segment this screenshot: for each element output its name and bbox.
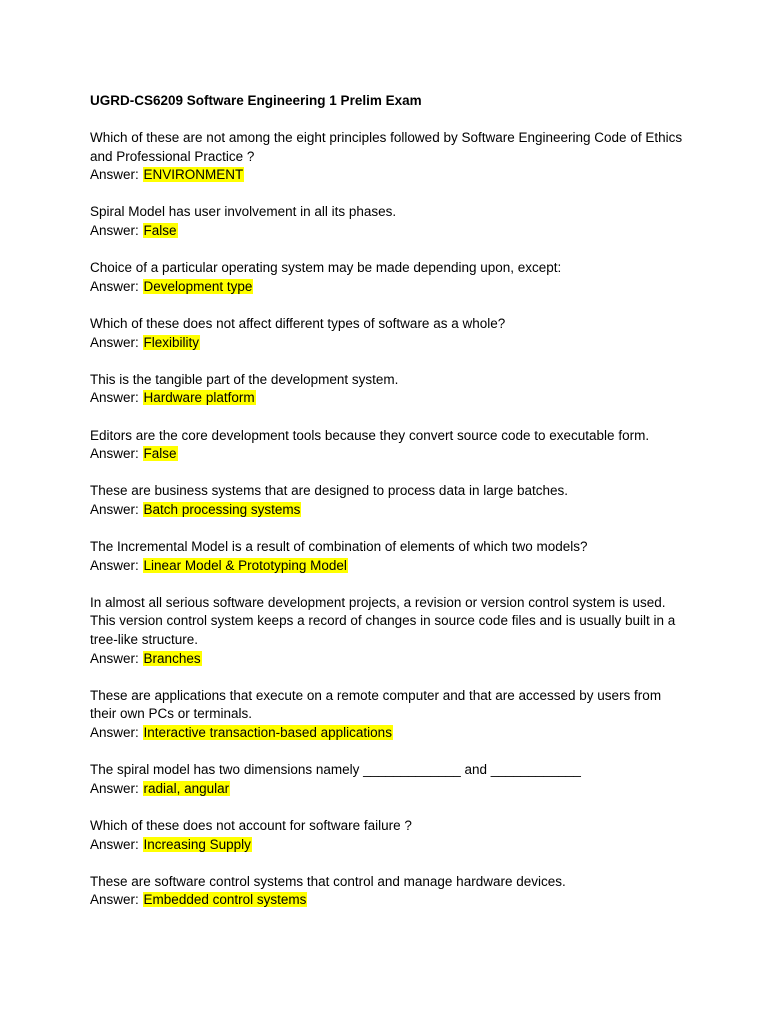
qa-item xyxy=(90,817,690,854)
question-text: Which of these are not among the eight principles followed by Software Engineering Code of Ethics and Professional Practice ? xyxy=(90,130,683,164)
answer-line xyxy=(90,334,690,353)
qa-item xyxy=(90,761,690,798)
qa-item xyxy=(90,129,690,185)
answer-line xyxy=(90,501,690,520)
question-text: The Incremental Model is a result of combination of elements of which two models? xyxy=(90,539,588,555)
answer-prefix: Answer: xyxy=(90,390,139,406)
qa-item xyxy=(90,315,690,352)
qa-item xyxy=(90,427,690,464)
qa-item xyxy=(90,482,690,519)
answer-prefix: Answer: xyxy=(90,501,139,517)
question-text: These are business systems that are designed to process data in large batches. xyxy=(90,483,569,499)
answer-line xyxy=(90,891,690,910)
answer-prefix: Answer: xyxy=(90,892,139,908)
answer-line xyxy=(90,445,690,464)
answer-prefix: Answer: xyxy=(90,725,139,740)
answer-highlight: Batch processing systems xyxy=(143,501,301,517)
question-text: The spiral model has two dimensions namely _____________ and ____________ xyxy=(90,762,581,778)
answer-prefix: Answer: xyxy=(90,334,139,350)
document-title: UGRD-CS6209 Software Engineering 1 Prelim Exam xyxy=(90,93,422,108)
question-text: Which of these does not account for software failure ? xyxy=(90,817,412,833)
question-text: This is the tangible part of the development system. xyxy=(90,371,399,387)
qa-item xyxy=(90,371,690,408)
question-text: These are applications that execute on a remote computer and that are accessed by users from their own PCs or terminals. xyxy=(90,687,662,722)
answer-prefix: Answer: xyxy=(90,557,139,573)
answer-highlight: Interactive transaction-based applications xyxy=(143,725,392,740)
answer-prefix: Answer: xyxy=(90,836,139,852)
qa-item xyxy=(90,873,690,910)
answer-highlight: Increasing Supply xyxy=(143,836,251,852)
answer-highlight: False xyxy=(143,446,177,462)
answer-highlight: radial, angular xyxy=(143,780,230,796)
answer-highlight: Branches xyxy=(143,650,201,666)
qa-item xyxy=(90,203,690,240)
qa-item xyxy=(90,259,690,296)
answer-line xyxy=(90,650,690,669)
answer-highlight: Development type xyxy=(143,278,253,294)
answer-line xyxy=(90,836,690,855)
question-text: Spiral Model has user involvement in all its phases. xyxy=(90,204,397,220)
question-text: These are software control systems that control and manage hardware devices. xyxy=(90,873,566,889)
answer-highlight: ENVIRONMENT xyxy=(143,167,244,183)
answer-line xyxy=(90,389,690,408)
answer-line xyxy=(90,278,690,297)
answer-prefix: Answer: xyxy=(90,278,139,294)
answer-highlight: Linear Model & Prototyping Model xyxy=(143,557,347,573)
question-text: Which of these does not affect different types of software as a whole? xyxy=(90,315,506,331)
qa-item xyxy=(90,687,690,743)
answer-line xyxy=(90,166,690,185)
answer-prefix: Answer: xyxy=(90,780,139,796)
qa-item xyxy=(90,538,690,575)
answer-highlight: Hardware platform xyxy=(143,390,255,406)
answer-line xyxy=(90,724,690,743)
qa-item xyxy=(90,594,690,668)
answer-prefix: Answer: xyxy=(90,650,139,666)
question-text: Editors are the core development tools because they convert source code to executable form. xyxy=(90,427,650,443)
answer-line xyxy=(90,557,690,576)
answer-prefix: Answer: xyxy=(90,222,139,238)
answer-highlight: Flexibility xyxy=(143,334,200,350)
answer-line xyxy=(90,780,690,799)
answer-highlight: Embedded control systems xyxy=(143,892,307,908)
answer-prefix: Answer: xyxy=(90,167,139,183)
document-page xyxy=(90,92,690,929)
question-text: In almost all serious software development projects, a revision or version control system is used. This version control system keeps a record of changes in source code files and is usually built in a tree-like structure. xyxy=(90,594,676,648)
answer-prefix: Answer: xyxy=(90,446,139,462)
answer-line xyxy=(90,222,690,241)
question-text: Choice of a particular operating system may be made depending upon, except: xyxy=(90,260,562,276)
answer-highlight: False xyxy=(143,222,177,238)
